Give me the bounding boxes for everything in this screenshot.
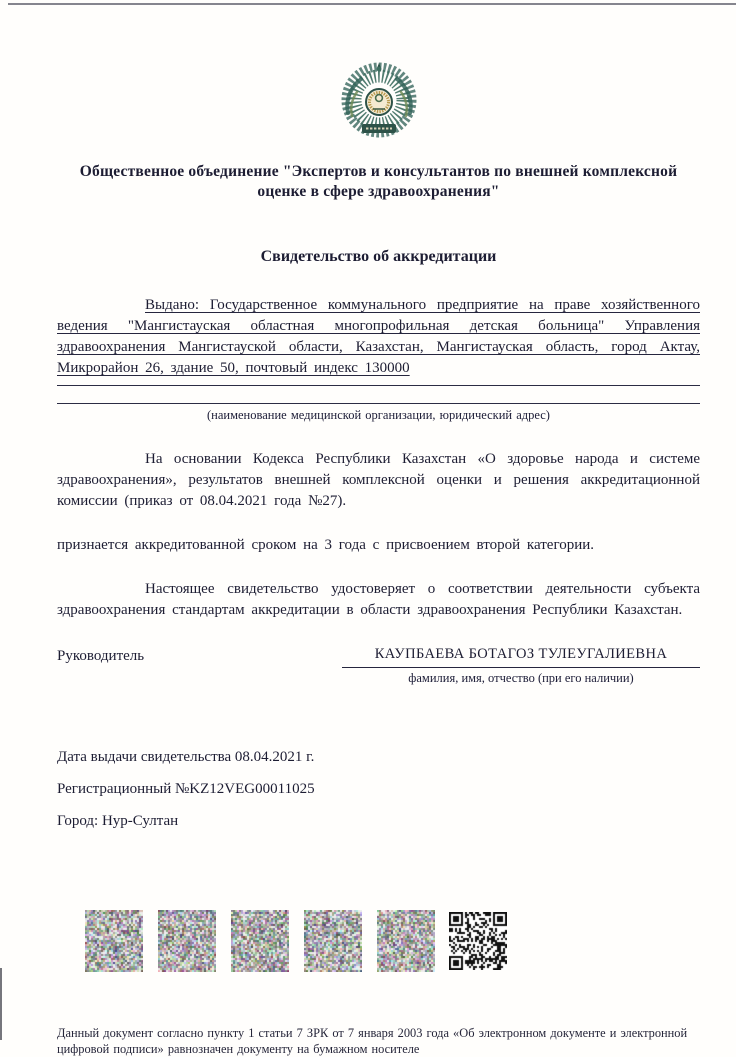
certificate-details — [57, 748, 700, 830]
signature-role-label: Руководитель — [57, 648, 145, 664]
issued-to-paragraph: Выдано: Государственное коммунального предприятие на праве хозяйственного ведения "Мангистауская областная многопрофильная детская больница" Управления здравоохранения Мангистауской области, Казахстан, Мангистауская область, город Актау, Микрорайон 26, здание 50, почтовый индекс 130000 — [57, 297, 700, 376]
scan-edge-left — [0, 968, 2, 1040]
issued-caption: (наименование медицинской организации, юридический адрес) — [207, 408, 550, 422]
recognition-paragraph: признается аккредитованной сроком на 3 года с присвоением второй категории. — [57, 537, 595, 553]
issue-date-line: Дата выдачи свидетельства 08.04.2021 г. — [57, 749, 315, 765]
certification-paragraph: Настоящее свидетельство удостоверяет о соответствии деятельности субъекта здравоохранения стандартам аккредитации в области здравоохранения Республики Казахстан. — [57, 581, 700, 618]
scan-edge-top — [8, 3, 736, 5]
city-line: Город: Нур-Султан — [57, 813, 179, 829]
organization-title: Общественное объединение "Экспертов и консультантов по внешней комплексной оценке в сфере здравоохранения" — [79, 163, 678, 200]
issued-caption-line — [57, 403, 700, 404]
signature-noise-stamp-icon — [85, 910, 143, 972]
signature-row — [57, 646, 700, 686]
signature-caption: фамилия, имя, отчество (при его наличии) — [408, 671, 634, 685]
basis-paragraph: На основании Кодекса Республики Казахстан «О здоровье народа и системе здравоохранения», результатов внешней комплексной оценки и решения аккредитационной комиссии (приказ от 08.04.2021 года №27). — [57, 451, 700, 509]
signature-noise-stamp-icon — [231, 910, 289, 972]
certificate-title: Свидетельство об аккредитации — [260, 248, 497, 265]
kazakhstan-emblem-icon — [339, 58, 419, 140]
registration-number-line: Регистрационный №KZ12VEG00011025 — [57, 781, 315, 797]
qr-code-icon — [449, 912, 507, 970]
issued-fill-line — [57, 385, 700, 386]
signature-noise-stamp-icon — [377, 910, 435, 972]
signature-noise-stamp-icon — [158, 910, 216, 972]
signature-name-block — [342, 646, 700, 686]
signature-name: КАУПБАЕВА БОТАГОЗ ТУЛЕУГАЛИЕВНА — [342, 646, 700, 668]
footer-legal-note: Данный документ согласно пункту 1 статьи 7 ЗРК от 7 января 2003 года «Об электронном документе и электронной цифровой подписи» равнозначен документу на бумажном носителе — [57, 1026, 688, 1056]
signature-noise-stamp-icon — [304, 910, 362, 972]
digital-stamps-row — [85, 910, 700, 972]
